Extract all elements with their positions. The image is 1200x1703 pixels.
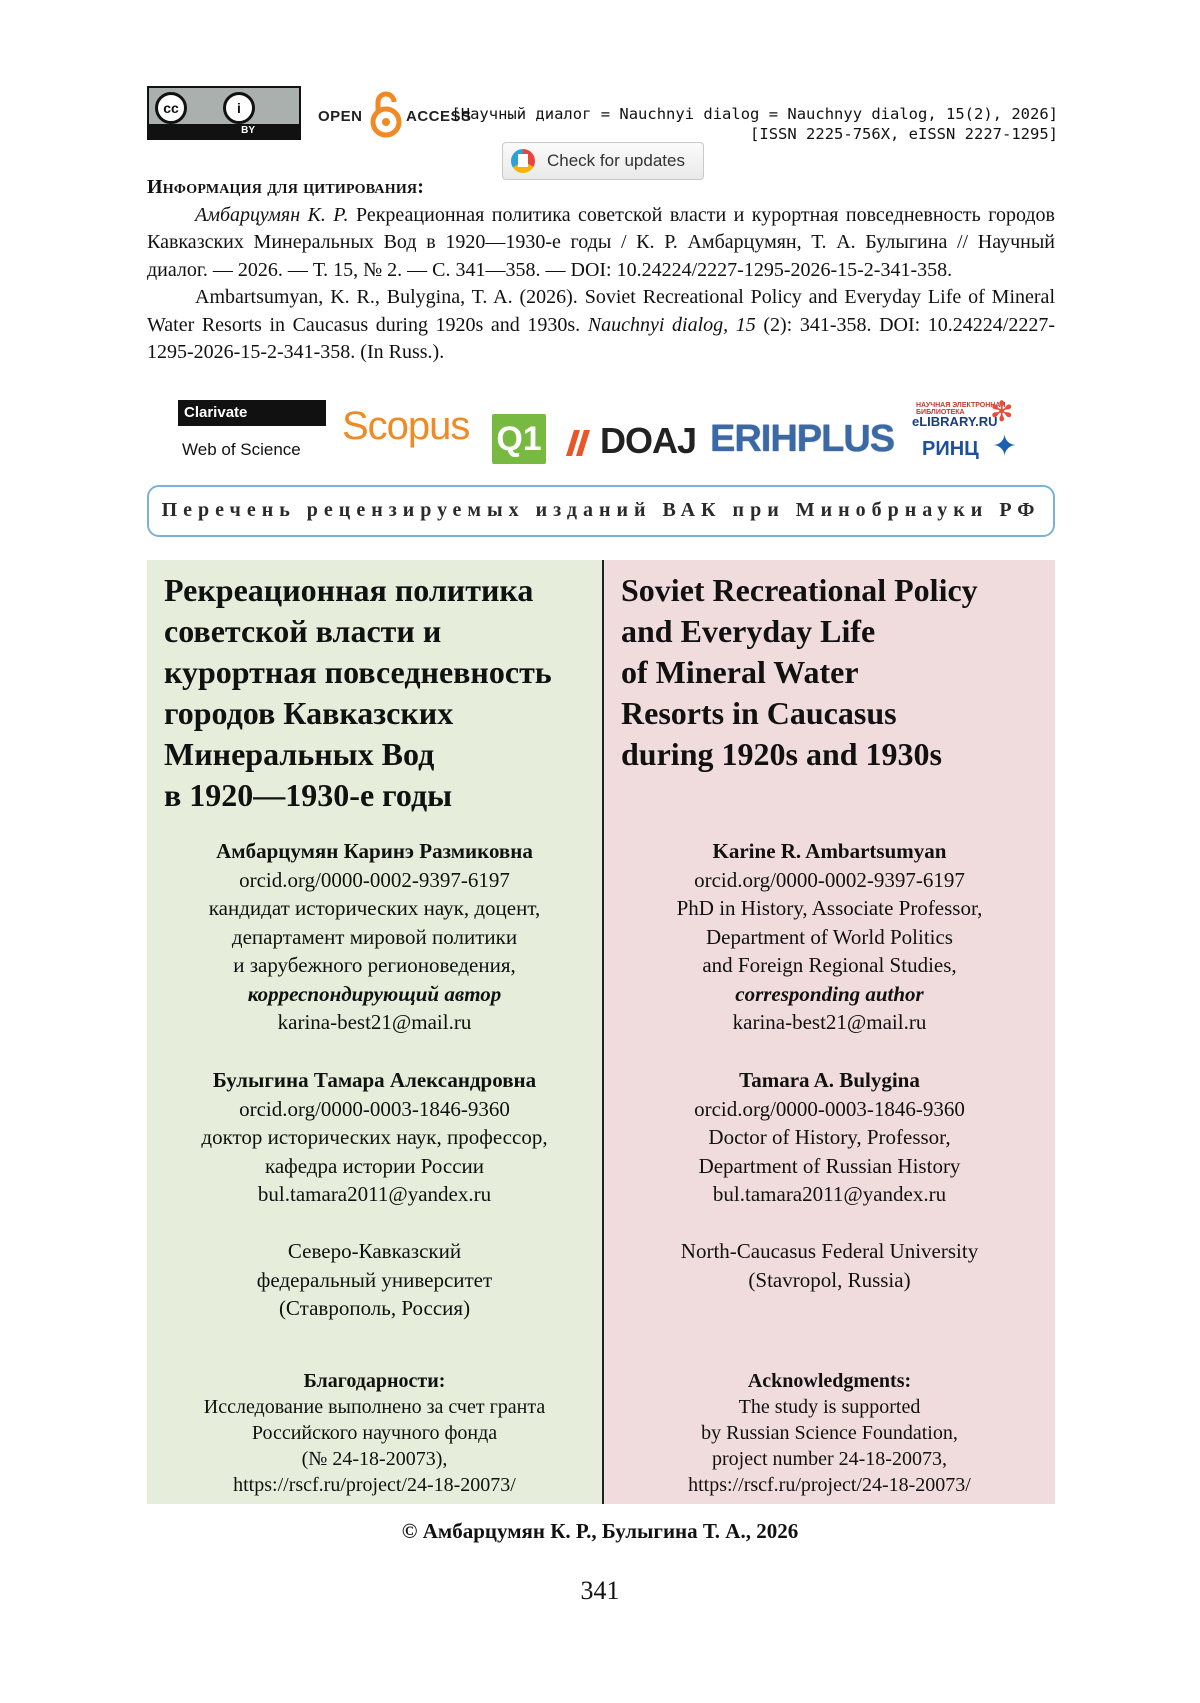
ru-author1-name: Амбарцумян Каринэ Размиковна bbox=[216, 839, 533, 863]
attribution-icon: i bbox=[223, 92, 255, 124]
ru-title-line: курортная повседневность bbox=[164, 654, 552, 690]
ru-ack-heading: Благодарности: bbox=[303, 1370, 446, 1392]
ru-title-line: Минеральных Вод bbox=[164, 736, 435, 772]
indexing-logos bbox=[170, 395, 1030, 470]
citation-en bbox=[147, 284, 1055, 367]
open-access-logo bbox=[318, 90, 472, 140]
ru-acknowledgments bbox=[147, 1368, 602, 1498]
elibrary-logo[interactable]: eLIBRARY.RU bbox=[912, 414, 998, 429]
ru-title-line: советской власти и bbox=[164, 613, 442, 649]
ru-author1-dept2: и зарубежного регионоведения, bbox=[233, 953, 516, 977]
doaj-mark-icon bbox=[562, 428, 596, 458]
en-author2 bbox=[604, 1066, 1055, 1209]
clarivate-logo[interactable] bbox=[178, 400, 326, 426]
cc-icon: cc bbox=[155, 92, 187, 124]
ru-author2-name: Булыгина Тамара Александровна bbox=[212, 1068, 537, 1092]
en-ack-link[interactable]: https://rscf.ru/project/24-18-20073/ bbox=[688, 1474, 971, 1496]
ru-article-title bbox=[164, 570, 552, 816]
en-ack-line: The study is supported bbox=[738, 1396, 921, 1418]
scopus-logo[interactable]: Scopus bbox=[342, 404, 470, 448]
en-author1-dept: Department of World Politics bbox=[706, 924, 953, 949]
en-author1 bbox=[604, 837, 1055, 1037]
crossmark-icon bbox=[511, 149, 535, 173]
en-corresponding-author: corresponding author bbox=[735, 981, 924, 1006]
open-access-lock-icon bbox=[368, 90, 404, 138]
en-author1-dept2: and Foreign Regional Studies, bbox=[702, 953, 957, 977]
en-title-line: during 1920s and 1930s bbox=[621, 736, 942, 772]
ru-author1-dept: департамент мировой политики bbox=[231, 924, 518, 949]
citation-en-journal: Nauchnyi dialog, 15 bbox=[587, 313, 756, 336]
ru-corresponding-author: корреспондирующий автор bbox=[247, 981, 502, 1006]
citation-en-text: Ambartsumyan, K. R., Bulygina, T. A. (2026). Soviet Recreational Policy and Everyday Life of Mineral Water Resorts in Caucasus during 1920s and 1930s. bbox=[147, 286, 1055, 336]
vak-banner: Перечень рецензируемых изданий ВАК при Минобрнауки РФ bbox=[147, 485, 1055, 537]
en-author2-name: Tamara A. Bulygina bbox=[739, 1068, 920, 1092]
check-for-updates-label: Check for updates bbox=[547, 151, 685, 170]
ru-ack-line: (№ 24-18-20073), bbox=[301, 1448, 448, 1470]
ru-author2-email[interactable]: bul.tamara2011@yandex.ru bbox=[257, 1182, 492, 1206]
ru-ack-line: Российского научного фонда bbox=[251, 1422, 498, 1444]
ru-author1-orcid[interactable]: orcid.org/0000-0002-9397-6197 bbox=[239, 867, 510, 892]
citation-en-text-end: (2): 341-358. DOI: 10.24224/2227-1295-2026-15-2-341-358. (In Russ.). bbox=[147, 313, 1056, 363]
citation-heading: Информация для цитирования: bbox=[147, 176, 425, 198]
ru-author1-degree: кандидат исторических наук, доцент, bbox=[208, 896, 541, 920]
ru-author1 bbox=[147, 837, 602, 1037]
elibrary-caption: НАУЧНАЯ ЭЛЕКТРОННАЯ БИБЛИОТЕКА bbox=[916, 402, 1006, 416]
en-author2-orcid[interactable]: orcid.org/0000-0003-1846-9360 bbox=[694, 1096, 965, 1121]
erihplus-logo[interactable]: ERIHPLUS bbox=[710, 418, 895, 460]
ru-author2-dept: кафедра истории России bbox=[264, 1153, 485, 1178]
cc-by-label: BY bbox=[149, 124, 299, 138]
en-author1-degree: PhD in History, Associate Professor, bbox=[676, 896, 983, 920]
english-column bbox=[604, 560, 1055, 1504]
en-title-line: of Mineral Water bbox=[621, 654, 859, 690]
en-affiliation bbox=[604, 1237, 1055, 1294]
en-affiliation-line: (Stavropol, Russia) bbox=[748, 1267, 911, 1292]
en-author1-name: Karine R. Ambartsumyan bbox=[712, 839, 947, 863]
rinc-label: РИНЦ bbox=[922, 438, 979, 460]
ru-title-line: городов Кавказских bbox=[164, 695, 454, 731]
russian-column bbox=[147, 560, 602, 1504]
en-affiliation-line: North-Caucasus Federal University bbox=[680, 1239, 979, 1263]
journal-ref-line1: [Научный диалог = Nauchnyi dialog = Nauchnyy dialog, 15(2), 2026] bbox=[451, 105, 1058, 123]
citation-ru-text: Рекреационная политика советской власти и курортная повседневность городов Кавказских Минеральных Вод в 1920—1930-е годы / К. Р. Амбарцумян, Т. А. Булыгина // Научный диалог. — 2026. — Т. 15, № 2. — С. 341—358. — DOI: 10.24224/2227-1295-2026-15-2-341-358. bbox=[147, 203, 1055, 281]
ru-affiliation bbox=[147, 1237, 602, 1323]
en-acknowledgments bbox=[604, 1368, 1055, 1498]
ru-affiliation-line: федеральный университет bbox=[256, 1267, 493, 1292]
ru-author2 bbox=[147, 1066, 602, 1209]
ru-author2-orcid[interactable]: orcid.org/0000-0003-1846-9360 bbox=[239, 1096, 510, 1121]
en-author2-email[interactable]: bul.tamara2011@yandex.ru bbox=[712, 1182, 947, 1206]
ru-ack-line: Исследование выполнено за счет гранта bbox=[203, 1396, 546, 1418]
journal-ref-line2: [ISSN 2225-756X, eISSN 2227-1295] bbox=[750, 125, 1058, 143]
citation-block bbox=[147, 174, 1055, 367]
citation-ru-authors: Амбарцумян К. Р. bbox=[195, 203, 349, 226]
doaj-logo[interactable]: DOAJ bbox=[600, 420, 697, 461]
open-access-access: ACCESS bbox=[406, 108, 472, 125]
en-article-title bbox=[621, 570, 978, 775]
cc-by-license-badge[interactable] bbox=[147, 86, 301, 140]
ru-ack-link[interactable]: https://rscf.ru/project/24-18-20073/ bbox=[233, 1474, 516, 1496]
web-of-science-label: Web of Science bbox=[182, 440, 301, 459]
clarivate-label: Clarivate bbox=[184, 404, 248, 421]
en-ack-heading: Acknowledgments: bbox=[747, 1370, 912, 1392]
en-title-line: Resorts in Caucasus bbox=[621, 695, 897, 731]
en-author1-orcid[interactable]: orcid.org/0000-0002-9397-6197 bbox=[694, 867, 965, 892]
ru-affiliation-line: (Ставрополь, Россия) bbox=[278, 1296, 471, 1320]
ru-author2-degree: доктор исторических наук, профессор, bbox=[201, 1125, 548, 1149]
page-number: 341 bbox=[580, 1576, 620, 1605]
en-ack-line: project number 24-18-20073, bbox=[712, 1448, 947, 1470]
q1-badge: Q1 bbox=[492, 414, 546, 464]
en-title-line: Soviet Recreational Policy bbox=[621, 572, 978, 608]
en-author1-email[interactable]: karina-best21@mail.ru bbox=[732, 1010, 927, 1034]
elibrary-person-icon: ✦ bbox=[992, 429, 1018, 464]
elibrary-flower-icon: ✻ bbox=[990, 395, 1014, 428]
ru-title-line: в 1920—1930-е годы bbox=[164, 777, 453, 813]
copyright: © Амбарцумян К. Р., Булыгина Т. А., 2026 bbox=[401, 1519, 799, 1543]
en-author2-dept: Department of Russian History bbox=[698, 1153, 961, 1178]
journal-reference bbox=[451, 104, 1058, 144]
en-ack-line: by Russian Science Foundation, bbox=[701, 1422, 958, 1444]
ru-affiliation-line: Северо-Кавказский bbox=[287, 1239, 462, 1263]
en-title-line: and Everyday Life bbox=[621, 613, 876, 649]
en-author2-degree: Doctor of History, Professor, bbox=[708, 1125, 951, 1149]
ru-author1-email[interactable]: karina-best21@mail.ru bbox=[277, 1010, 472, 1034]
citation-ru bbox=[147, 202, 1055, 285]
ru-title-line: Рекреационная политика bbox=[164, 572, 534, 608]
open-access-open: OPEN bbox=[318, 108, 363, 125]
